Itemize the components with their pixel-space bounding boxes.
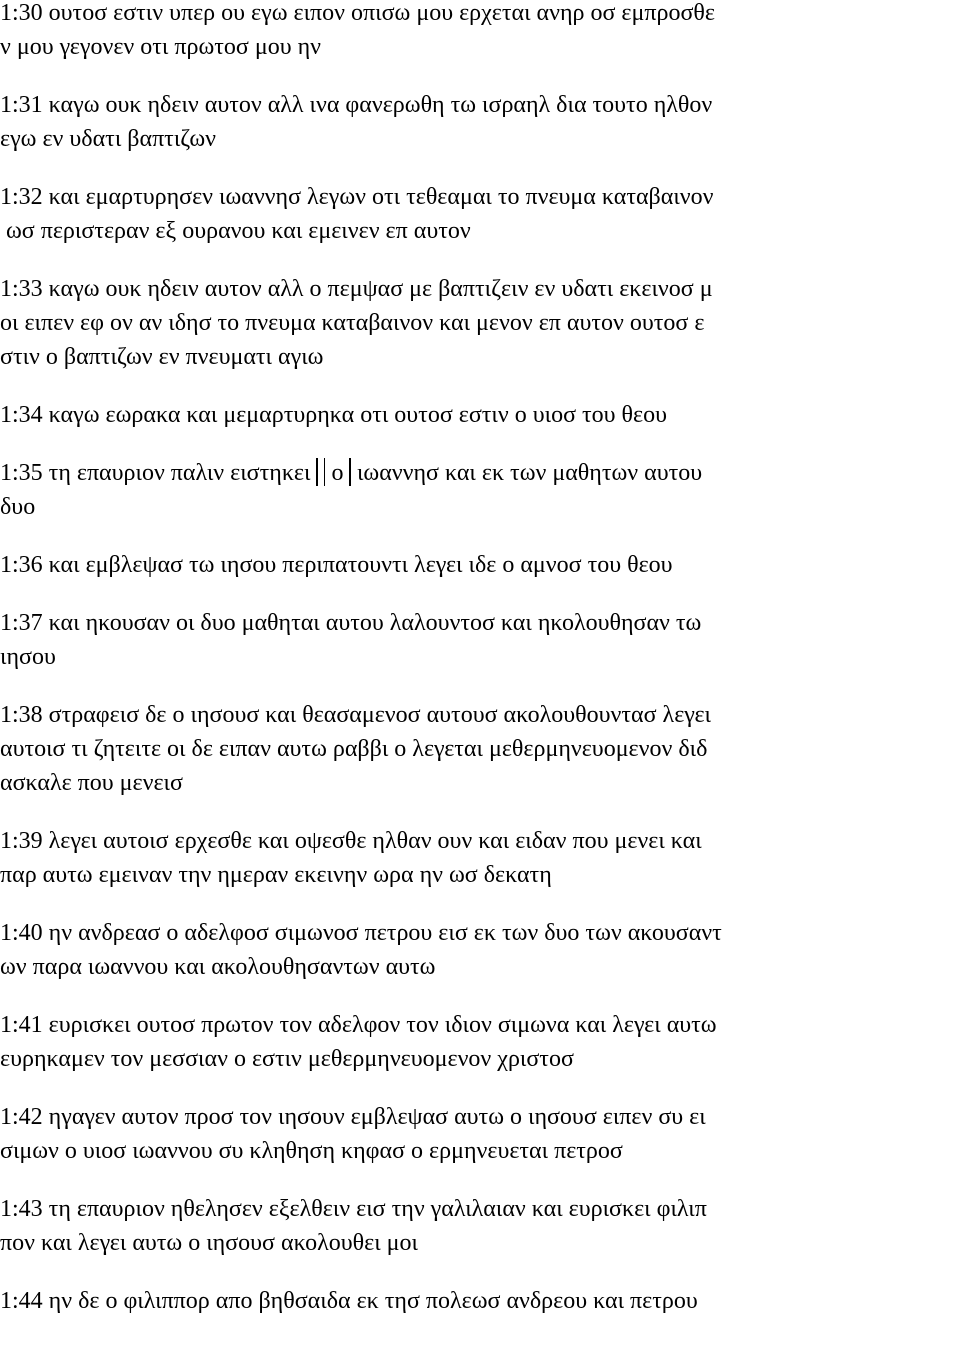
verse-line: δυο: [0, 494, 36, 520]
verse-line: [0, 456, 960, 490]
verse-line: 1:36 και εμβλεψασ τω ιησου περιπατουντι λεγει ιδε ο αμνοσ του θεου: [0, 552, 673, 578]
verse-line: ων παρα ιωαννου και ακολουθησαντων αυτω: [0, 954, 436, 980]
verse-line: ωσ περιστεραν εξ ουρανου και εμεινεν επ αυτον: [0, 218, 471, 244]
verse-1-34: [0, 398, 960, 432]
verse-1-30: [0, 0, 960, 64]
verse-text-segment: ο: [331, 460, 344, 486]
verse-1-42: [0, 1100, 960, 1168]
verse-1-35: [0, 456, 960, 524]
verse-line: 1:30 ουτοσ εστιν υπερ ου εγω ειπον οπισω μου ερχεται ανηρ οσ εμπροσθε: [0, 0, 715, 26]
text-separator-bar: [349, 458, 351, 486]
verse-line: παρ αυτω εμειναν την ημεραν εκεινην ωρα ην ωσ δεκατη: [0, 862, 552, 888]
verse-1-41: [0, 1008, 960, 1076]
verse-1-37: [0, 606, 960, 674]
verse-line: 1:38 στραφεισ δε ο ιησουσ και θεασαμενοσ αυτουσ ακολουθουντασ λεγει: [0, 702, 711, 728]
verse-line: ν μου γεγονεν οτι πρωτοσ μου ην: [0, 34, 321, 60]
verse-line: 1:42 ηγαγεν αυτον προσ τον ιησουν εμβλεψασ αυτω ο ιησουσ ειπεν συ ει: [0, 1104, 706, 1130]
verse-line: ιησου: [0, 644, 56, 670]
verse-line: 1:32 και εμαρτυρησεν ιωαννησ λεγων οτι τεθεαμαι το πνευμα καταβαινον: [0, 184, 714, 210]
verse-1-39: [0, 824, 960, 892]
verse-1-38: [0, 698, 960, 800]
verse-1-32: [0, 180, 960, 248]
verse-line: 1:43 τη επαυριον ηθελησεν εξελθειν εισ την γαλιλαιαν και ευρισκει φιλιπ: [0, 1196, 707, 1222]
verse-1-33: [0, 272, 960, 374]
verse-1-40: [0, 916, 960, 984]
verse-line: ευρηκαμεν τον μεσσιαν ο εστιν μεθερμηνευομενον χριστοσ: [0, 1046, 574, 1072]
verse-line: 1:31 καγω ουκ ηδειν αυτον αλλ ινα φανερωθη τω ισραηλ δια τουτο ηλθον: [0, 92, 713, 118]
verse-line: 1:39 λεγει αυτοισ ερχεσθε και οψεσθε ηλθαν ουν και ειδαν που μενει και: [0, 828, 702, 854]
verse-line: πον και λεγει αυτω ο ιησουσ ακολουθει μοι: [0, 1230, 419, 1256]
text-separator-bar: [324, 458, 326, 486]
verse-line: 1:41 ευρισκει ουτοσ πρωτον τον αδελφον τον ιδιον σιμωνα και λεγει αυτω: [0, 1012, 717, 1038]
verse-text-segment: ιωαννησ και εκ των μαθητων αυτου: [356, 460, 703, 486]
verse-line: 1:33 καγω ουκ ηδειν αυτον αλλ ο πεμψασ με βαπτιζειν εν υδατι εκεινοσ μ: [0, 276, 713, 302]
verse-line: 1:34 καγω εωρακα και μεμαρτυρηκα οτι ουτοσ εστιν ο υιοσ του θεου: [0, 402, 667, 428]
verse-line: στιν ο βαπτιζων εν πνευματι αγιω: [0, 344, 324, 370]
verse-text-segment: 1:35 τη επαυριον παλιν ειστηκει: [0, 460, 311, 486]
verse-1-31: [0, 88, 960, 156]
verse-1-44: [0, 1284, 960, 1318]
verse-line: αυτοισ τι ζητειτε οι δε ειπαν αυτω ραββι ο λεγεται μεθερμηνευομενον διδ: [0, 736, 708, 762]
verse-line: σιμων ο υιοσ ιωαννου συ κληθηση κηφασ ο ερμηνευεται πετροσ: [0, 1138, 623, 1164]
verse-line: 1:44 ην δε ο φιλιππορ απο βηθσαιδα εκ τησ πολεωσ ανδρεου και πετρου: [0, 1288, 698, 1314]
text-separator-bar: [316, 458, 318, 486]
verse-line: εγω εν υδατι βαπτιζων: [0, 126, 216, 152]
verse-line: οι ειπεν εφ ον αν ιδησ το πνευμα καταβαινον και μενον επ αυτον ουτοσ ε: [0, 310, 705, 336]
verse-line: 1:37 και ηκουσαν οι δυο μαθηται αυτου λαλουντοσ και ηκολουθησαν τω: [0, 610, 702, 636]
verse-line: 1:40 ην ανδρεασ ο αδελφοσ σιμωνοσ πετρου εισ εκ των δυο των ακουσαντ: [0, 920, 722, 946]
verse-line: ασκαλε που μενεισ: [0, 770, 183, 796]
verse-1-43: [0, 1192, 960, 1260]
verse-1-36: [0, 548, 960, 582]
